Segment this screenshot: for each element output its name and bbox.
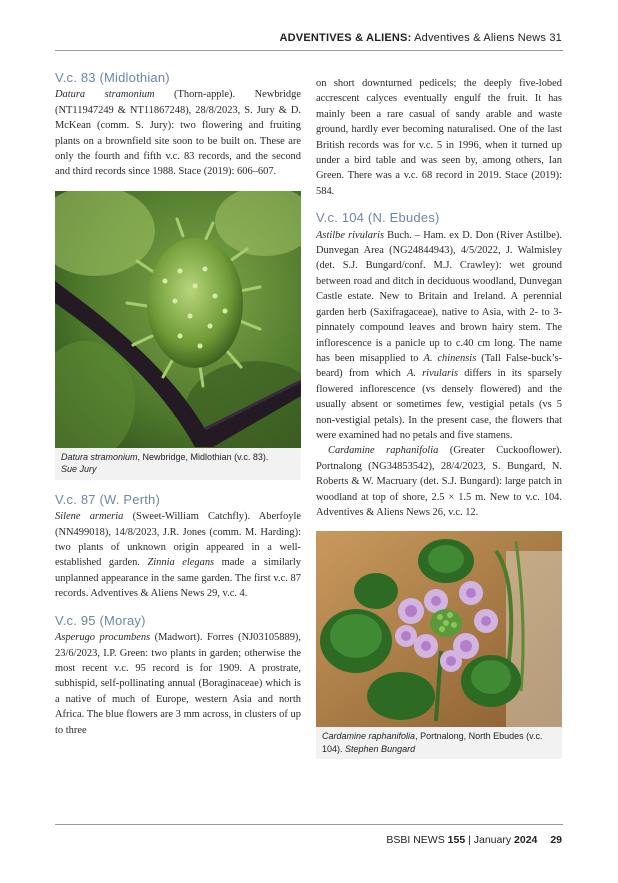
figure-caption xyxy=(316,727,562,759)
section-heading: V.c. 83 (Midlothian) xyxy=(55,70,170,85)
caption-credit: Stephen Bungard xyxy=(345,743,416,754)
section-vc104 xyxy=(316,210,562,520)
figure-caption xyxy=(55,448,301,480)
section-heading: V.c. 95 (Moray) xyxy=(55,612,146,628)
species-name: A. chinensis xyxy=(423,352,477,364)
caption-species: Cardamine raphanifolia xyxy=(322,731,416,742)
species-name: Cardamine raphanifolia xyxy=(328,445,439,457)
figure-cardamine xyxy=(316,531,562,759)
section-paragraph xyxy=(55,630,301,738)
footer-publication: BSBI NEWS xyxy=(386,834,445,846)
datura-photo xyxy=(55,191,301,448)
footer-rule xyxy=(55,824,563,825)
caption-species: Datura stramonium xyxy=(61,451,138,462)
caption-credit: Sue Jury xyxy=(61,464,97,475)
section-vc95 xyxy=(55,613,301,738)
record-text: (Madwort). Forres (NJ03105889), 23/6/2023, I.P. Green: two plants in garden; otherwise the most recent v.c. 95 record is for 1909. A prostrate, subhispid, self-pollinating annual (Boraginaceae) which is a native of much of Europe, western Asia and north Africa. The blue flowers are 3 mm across, in clusters of up to three xyxy=(55,632,302,736)
section-heading: V.c. 104 (N. Ebudes) xyxy=(316,210,440,226)
species-name: A. rivularis xyxy=(406,368,459,380)
footer-year: 2024 xyxy=(514,834,538,846)
section-paragraph xyxy=(55,87,301,179)
running-header xyxy=(280,32,562,44)
header-section: ADVENTIVES & ALIENS: xyxy=(279,32,412,44)
record-text: Buch. – Ham. ex D. Don (River Astilbe). Dunvegan Area (NG24844943), 4/5/2022, J. Walmisley (det. S.J. Bungard/conf. M.J. Crawley): wet ground between road and ditch in deciduous woodland, Dunvegan Castle estate. New to Britain and Ireland. A perennial garden herb (Saxifragaceae), native to Asia, with 2- to 3-pinnately compound leaves and brown hairy stem. The inflorescence is a panicle up to c.40 cm long. The name has been misapplied to xyxy=(316,229,562,364)
caption-location: , Newbridge, Midlothian (v.c. 83). xyxy=(137,451,269,462)
section-vc87 xyxy=(55,492,301,602)
cardamine-photo xyxy=(316,531,562,727)
header-rule xyxy=(55,50,563,51)
left-column xyxy=(55,70,301,749)
record-text: (Greater Cuckooflower). Portnalong (NG34853542), 28/4/2023, S. Bungard, N. Roberts & W. Macruary (det. S.J. Bungard): large patch in woodland at top of shore, 2.5 × 1.5 m. New to v.c. 104. Adventives & Aliens News 26, v.c. 12. xyxy=(316,445,563,518)
section-paragraph xyxy=(316,228,562,444)
species-name: Asperugo procumbens xyxy=(55,632,151,644)
record-text: (Tall False-buck’s-beard) from which xyxy=(316,352,563,380)
right-column xyxy=(316,76,562,771)
species-name: Datura stramonium xyxy=(55,89,155,101)
caption-location: , Portnalong, North Ebudes (v.c. 104). xyxy=(322,731,543,754)
section-vc83 xyxy=(55,70,301,180)
species-name: Astilbe rivularis xyxy=(316,229,385,241)
header-title: Adventives & Aliens News 31 xyxy=(414,32,562,44)
species-name: Zinnia elegans xyxy=(147,557,215,569)
record-text: (Thorn-apple). Newbridge (NT11947249 & NT11867248), 28/8/2023, S. Jury & D. McKean (comm. S. Jury): two flowering and fruiting plants on a brownfield site soon to be built on. These are only the fourth and fifth v.c. 83 records, and the second and third records since 1988. Stace (2019): 606–607. xyxy=(55,89,301,178)
section-heading: V.c. 87 (W. Perth) xyxy=(55,491,160,507)
page-footer xyxy=(386,834,562,846)
record-text: (Sweet-William Catchfly). Aberfoyle (NN499018), 14/8/2023, J.R. Jones (comm. M. Harding): two plants of unknown origin appeared in a well-established garden. xyxy=(55,511,302,569)
record-text: differs in its sparsely flowered inflorescence (vs densely flowered) and the usually absent or sometimes few, vestigial petals (vs 5 non-vestigial petals). In the present case, the flowers that were examined had no petals and five stamens. xyxy=(316,368,563,441)
figure-datura xyxy=(55,191,301,480)
section-paragraph xyxy=(316,443,562,520)
record-text: made a similarly unplanned appearance in the same garden. The first v.c. 87 records. Adventives & Aliens News 29, v.c. 4. xyxy=(55,557,302,600)
footer-issue: 155 xyxy=(447,834,466,846)
section-paragraph xyxy=(55,509,301,601)
section-vc95-continued xyxy=(316,76,562,199)
species-name: Silene armeria xyxy=(55,511,124,523)
page-number: 29 xyxy=(550,834,562,846)
footer-month: | January xyxy=(468,834,512,846)
continuation-text: on short downturned pedicels; the deeply five-lobed accrescent calyces eventually engulf the fruit. It has mainly been a rare casual of sandy arable and waste ground, hardly ever becoming naturalised. One of the last British records was for v.c. 5 in 1996, when it turned up under a bird table and was seen by, among others, Ian Green. There was a v.c. 68 record in 2019. Stace (2019): 584. xyxy=(316,78,562,197)
